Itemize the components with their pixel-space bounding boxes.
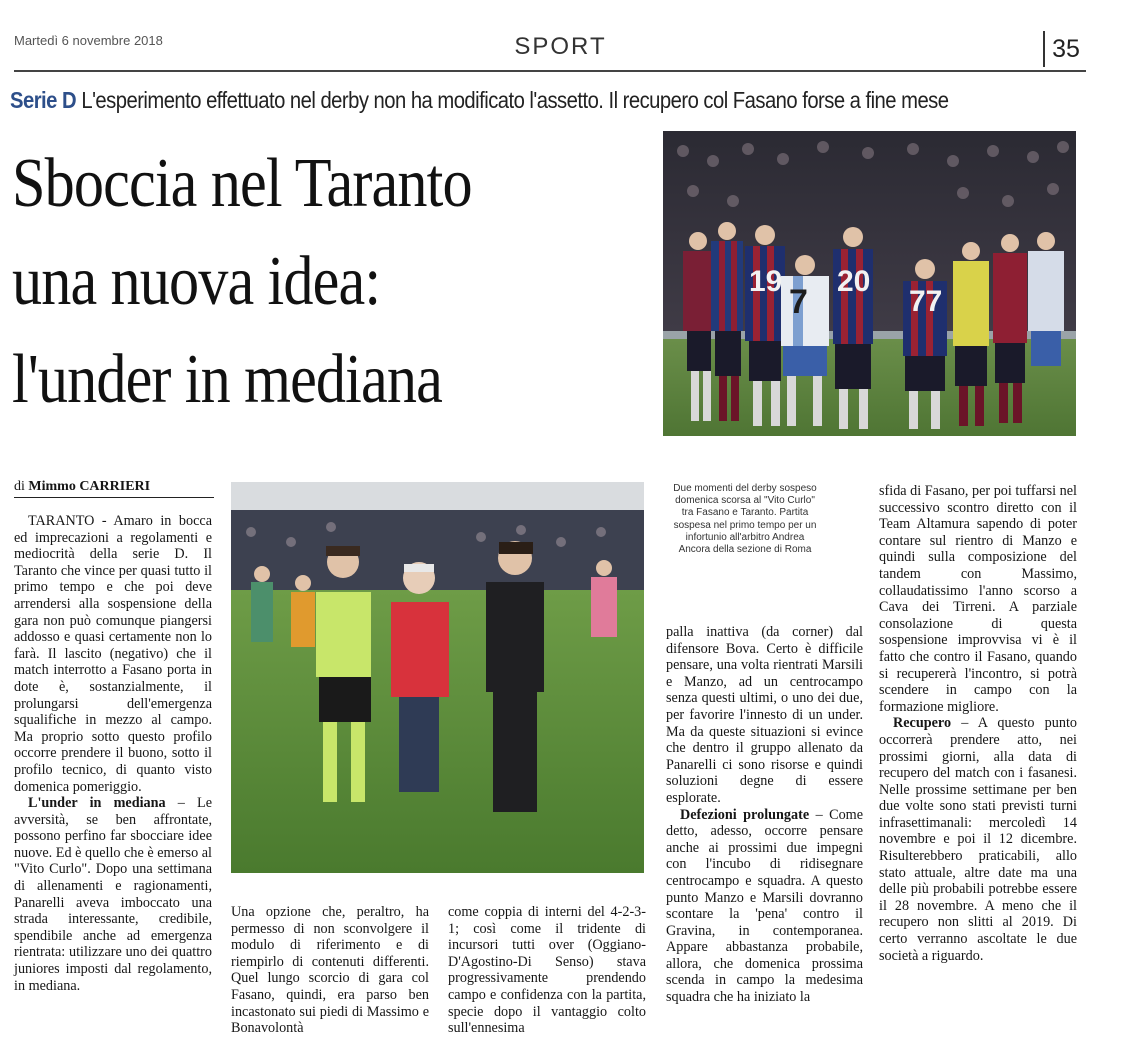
jersey-number-1: 19 <box>749 265 783 298</box>
paragraph-defezioni <box>666 807 863 1006</box>
article-column-5 <box>879 483 1077 964</box>
byline <box>14 479 214 498</box>
subheading-defezioni: Defezioni prolungate <box>680 806 810 823</box>
byline-author: Mimmo CARRIERI <box>28 479 151 494</box>
paragraph-set-piece: palla inattiva (da corner) dal difensore Bova. Certo è difficile pensare, una volta rientrati Marsili e Manzo, ad un centrocampo senza questi ultimi, o uno dei due, per favorire l'innesto di un under. Ma da queste situazioni si evince che dentro il gruppo allenato da Panarelli ci sono risorse e quindi soluzioni degne di essere esplorate. <box>666 624 863 806</box>
photo-caption: Due momenti del derby sospeso domenica scorsa al "Vito Curlo" tra Fasano e Taranto. Partita sospesa nel primo tempo per un infortunio all'arbitro Andrea Ancora della sezione di Roma <box>673 483 817 556</box>
article-column-3 <box>448 904 646 1037</box>
article-column-4 <box>666 624 863 1006</box>
paragraph-under <box>14 795 212 994</box>
jersey-number-2: 7 <box>789 283 808 321</box>
photo-players-huddle <box>663 131 1076 436</box>
photo-referee-on-pitch <box>231 482 644 873</box>
jersey-number-4: 77 <box>909 285 943 318</box>
kicker <box>10 86 978 114</box>
paragraph-recupero <box>879 715 1077 964</box>
article-column-1 <box>14 513 212 994</box>
paragraph-defezioni-text: – Come detto, adesso, occorre pensare anche ai prossimi due impegni con l'incubo di ridisegnare centrocampo e squadra. A questo punto Manzo e Marsili dovranno scontare la 'pena' contro il Gravina, in contemporanea. Appare abbastanza probabile, allora, che domenica prossima scenda in campo la medesima squadra che ha iniziato la <box>666 806 864 1006</box>
paragraph-fasano: sfida di Fasano, per poi tuffarsi nel successivo scontro diretto con il Team Altamura sapendo di poter contare sul rientro di Manzo e quindi sulla composizione del tandem con Massimo, collaudatissimo l'anno scorso a Cava dei Tirreni. A parziale consolazione di questa sospensione improvvisa vi è il fatto che contro il Fasano, quando si recupererà l'incontro, si potrà scendere in campo con la formazione migliore. <box>879 483 1077 715</box>
headline-line-1: Sboccia nel Taranto <box>12 145 472 222</box>
headline-line-2: una nuova idea: <box>12 243 381 320</box>
jersey-number-3: 20 <box>837 265 871 298</box>
kicker-text: L'esperimento effettuato nel derby non ha modificato l'assetto. Il recupero col Fasano forse a fine mese <box>81 87 949 113</box>
paragraph-under-text: – Le avversità, se ben affrontate, possono perfino far sbocciare idee nuove. Ed è quello che è emerso al "Vito Curlo". Dopo una settimana di allenamenti e ragionamenti, Panarelli aveva imboccato una strada interessante, credibile, spendibile anche ad emergenza rientrata: utilizzare uno dei quattro juniores imposti dal regolamento, in mediana. <box>14 795 212 994</box>
header-rule <box>14 70 1086 72</box>
byline-prefix: di <box>14 479 25 494</box>
paragraph-intro: TARANTO - Amaro in bocca ed imprecazioni a regolamenti e mediocrità della serie D. Il Taranto che vince per quasi tutto il primo tempo e che poi deve arrendersi alla sospensione della gara non può comunque piangersi addosso e quasi certamente non lo farà. Il lascito (negativo) che il match interrotto a Fasano porta in dote è, sostanzialmente, il prolungarsi dell'emergenza squalifiche in mezzo al campo. Ma proprio sotto questo profilo occorre prendere il buono, sotto il profilo tecnico, di quanto visto domenica pomeriggio. <box>14 513 212 795</box>
page-number: 35 <box>1043 31 1087 67</box>
paragraph-pair: come coppia di interni del 4-2-3-1; così come il tridente di incursori tutti over (Oggiano-D'Agostino-Di Senso) stava progressivamente prendendo campo e confidenza con la partita, specie dopo il vantaggio colto sull'ennesima <box>448 904 646 1037</box>
subheading-recupero: Recupero <box>893 715 952 732</box>
issue-date: Martedì 6 novembre 2018 <box>14 33 163 48</box>
headline-line-3: l'under in mediana <box>12 341 442 418</box>
subheading-under: L'under in mediana <box>28 795 166 812</box>
paragraph-recupero-text: – A questo punto occorrerà prendere atto, nei prossimi giorni, alla data di recupero del match con i fasanesi. Nelle prossime settimane per ben due volte sono stati previsti turni infrasettimanali: mercoledì 14 novembre e poi il 12 dicembre. Risulterebbero praticabili, allo stato attuale, altre date ma una delle più probabili potrebbe essere il 28 novembre. A meno che il recupero non slitti al 2019. Di certo verranno ascoltate le due società a riguardo. <box>879 715 1077 964</box>
kicker-tag: Serie D <box>10 87 77 113</box>
paragraph-option: Una opzione che, peraltro, ha permesso di non sconvolgere il modulo di riferimento e di riempirlo di contenuti differenti. Quel lungo scorcio di gara col Fasano, quindi, era parso ben incastonato sui piedi di Massimo e Bonavolontà <box>231 904 429 1037</box>
section-title: SPORT <box>514 33 607 60</box>
article-column-2 <box>231 904 429 1037</box>
headline <box>12 135 562 429</box>
